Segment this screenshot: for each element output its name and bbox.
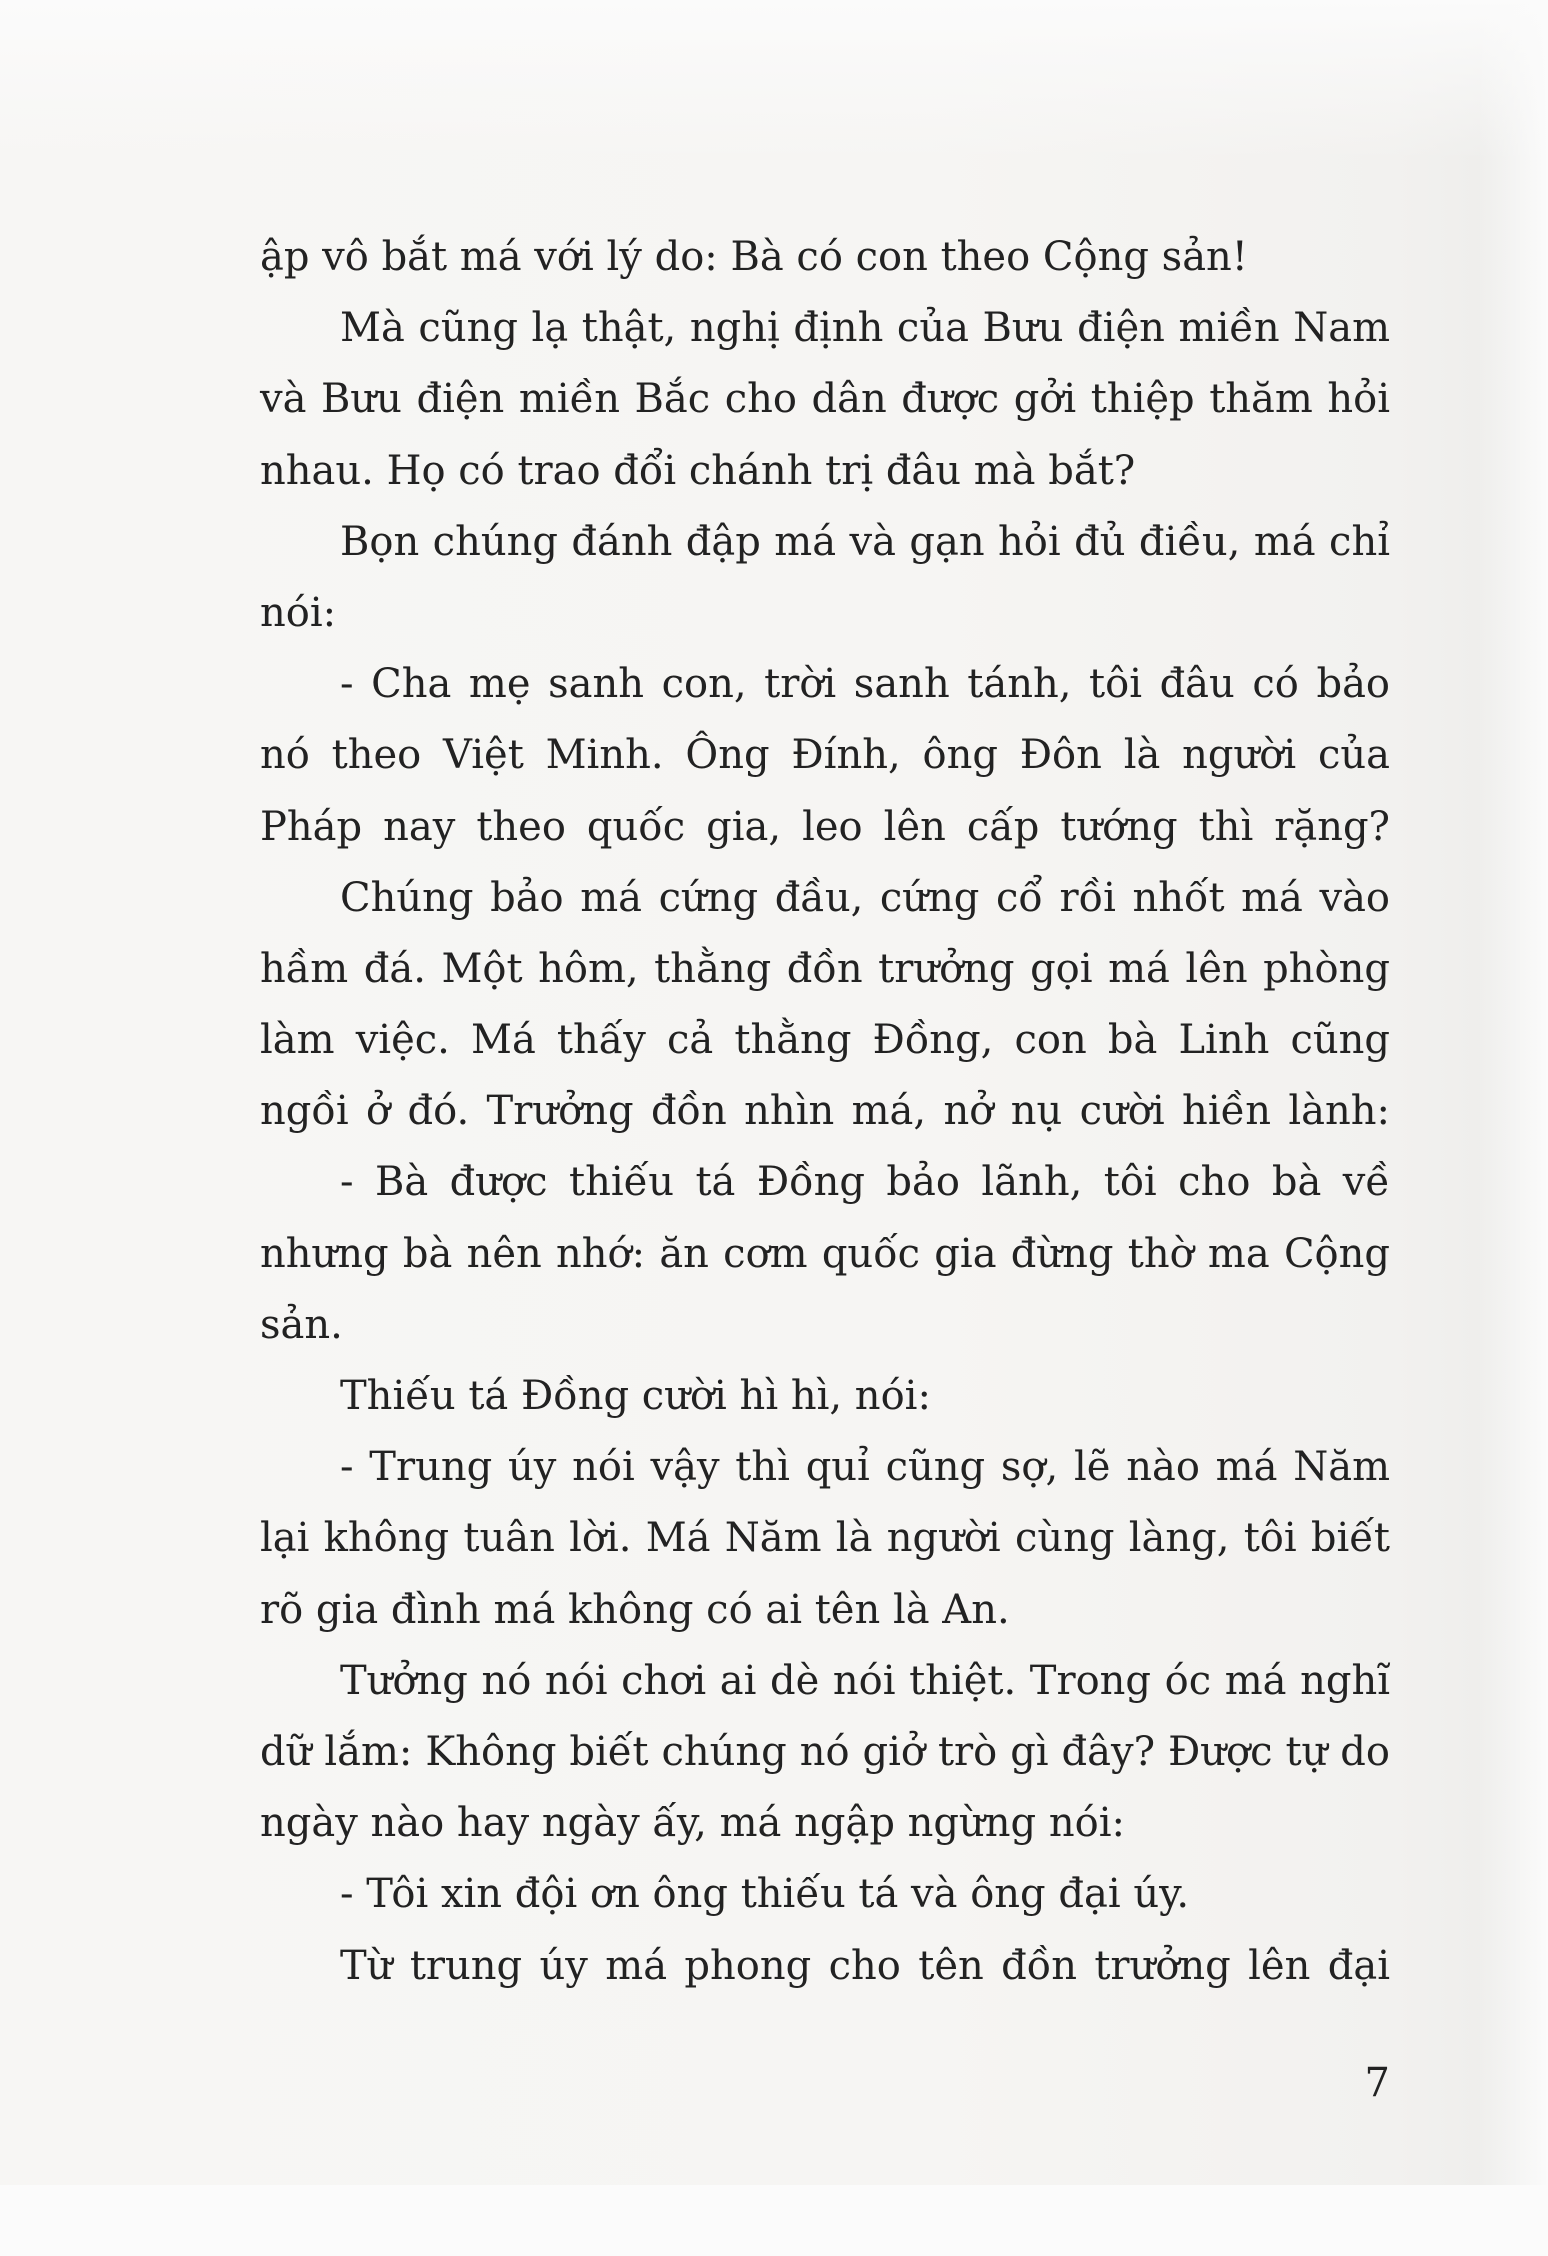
page-number: 7: [1364, 2060, 1390, 2106]
bottom-margin: [0, 2185, 1548, 2256]
body-text: [260, 222, 1390, 2002]
text-line: làm việc. Má thấy cả thằng Đồng, con bà Linh cũng: [260, 1017, 1390, 1064]
text-line: - Bà được thiếu tá Đồng bảo lãnh, tôi cho bà về: [340, 1159, 1390, 1206]
text-line: Mà cũng lạ thật, nghị định của Bưu điện miền Nam: [340, 305, 1390, 352]
text-line: sản.: [260, 1301, 343, 1348]
text-line: dữ lắm: Không biết chúng nó giở trò gì đây? Được tự do: [260, 1728, 1390, 1775]
text-line: ngày nào hay ngày ấy, má ngập ngừng nói:: [260, 1800, 1125, 1847]
text-line: ập vô bắt má với lý do: Bà có con theo Cộng sản!: [260, 234, 1248, 280]
text-line: - Cha mẹ sanh con, trời sanh tánh, tôi đâu có bảo: [340, 661, 1390, 708]
text-line: nhau. Họ có trao đổi chánh trị đâu mà bắt?: [260, 447, 1136, 494]
text-line: Tưởng nó nói chơi ai dè nói thiệt. Trong óc má nghĩ: [340, 1657, 1390, 1704]
text-line: Chúng bảo má cứng đầu, cứng cổ rồi nhốt má vào: [340, 874, 1390, 921]
text-line: nói:: [260, 589, 337, 636]
text-line: Từ trung úy má phong cho tên đồn trưởng lên đại: [340, 1942, 1390, 1989]
page-shade-right: [1478, 0, 1548, 2256]
text-line: Thiếu tá Đồng cười hì hì, nói:: [340, 1373, 931, 1419]
text-line: rõ gia đình má không có ai tên là An.: [260, 1586, 1010, 1633]
text-line: nhưng bà nên nhớ: ăn cơm quốc gia đừng thờ ma Cộng: [260, 1230, 1390, 1277]
text-line: hầm đá. Một hôm, thằng đồn trưởng gọi má lên phòng: [260, 945, 1390, 992]
text-line: ngồi ở đó. Trưởng đồn nhìn má, nở nụ cười hiền lành:: [260, 1088, 1390, 1135]
text-line: và Bưu điện miền Bắc cho dân được gởi thiệp thăm hỏi: [260, 376, 1390, 423]
page-shade-top: [0, 0, 1548, 160]
text-line: Bọn chúng đánh đập má và gạn hỏi đủ điều, má chỉ: [340, 518, 1390, 565]
text-line: - Trung úy nói vậy thì quỉ cũng sợ, lẽ nào má Năm: [340, 1444, 1390, 1491]
text-line: nó theo Việt Minh. Ông Đính, ông Đôn là người của: [260, 732, 1390, 779]
text-line: lại không tuân lời. Má Năm là người cùng làng, tôi biết: [260, 1515, 1390, 1562]
text-line: Pháp nay theo quốc gia, leo lên cấp tướng thì rặng?: [260, 803, 1390, 850]
text-line: - Tôi xin đội ơn ông thiếu tá và ông đại úy.: [340, 1871, 1190, 1918]
